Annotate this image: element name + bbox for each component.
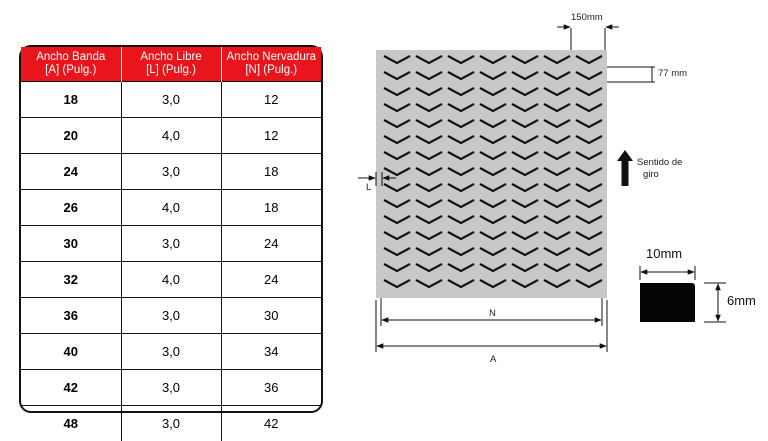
cell-ancho-banda: 40 xyxy=(21,334,121,370)
rib-width-label: N xyxy=(489,308,496,319)
spacing-dimension xyxy=(607,67,655,82)
cell-ancho-libre: 4,0 xyxy=(121,262,221,298)
cell-ancho-nervadura: 24 xyxy=(221,262,321,298)
cell-ancho-libre: 3,0 xyxy=(121,334,221,370)
cell-ancho-libre: 3,0 xyxy=(121,406,221,441)
cell-ancho-libre: 3,0 xyxy=(121,82,221,118)
direction-arrow-icon xyxy=(617,150,633,186)
cell-ancho-nervadura: 34 xyxy=(221,334,321,370)
header-line: Ancho Libre xyxy=(124,51,219,64)
pitch-dimension xyxy=(557,27,619,50)
cell-ancho-nervadura: 42 xyxy=(221,406,321,441)
header-line: [L] (Pulg.) xyxy=(124,64,219,77)
pitch-label: 150mm xyxy=(571,12,603,23)
header-line: [N] (Pulg.) xyxy=(224,64,320,77)
cell-ancho-nervadura: 24 xyxy=(221,226,321,262)
cell-ancho-nervadura: 12 xyxy=(221,118,321,154)
cell-ancho-banda: 42 xyxy=(21,370,121,406)
cell-ancho-nervadura: 18 xyxy=(221,190,321,226)
direction-line: giro xyxy=(637,169,682,181)
cell-ancho-nervadura: 36 xyxy=(221,370,321,406)
cell-ancho-banda: 18 xyxy=(21,82,121,118)
direction-line: Sentido de xyxy=(637,157,682,169)
cell-ancho-banda: 36 xyxy=(21,298,121,334)
belt-width-label: A xyxy=(490,354,496,365)
cell-ancho-nervadura: 18 xyxy=(221,154,321,190)
spacing-label: 77 mm xyxy=(658,68,687,79)
cell-ancho-banda: 20 xyxy=(21,118,121,154)
cell-ancho-banda: 26 xyxy=(21,190,121,226)
cell-ancho-banda: 48 xyxy=(21,406,121,441)
cell-ancho-libre: 3,0 xyxy=(121,298,221,334)
cell-ancho-banda: 32 xyxy=(21,262,121,298)
free-width-label: L xyxy=(366,182,371,193)
cell-ancho-libre: 3,0 xyxy=(121,370,221,406)
cell-ancho-libre: 4,0 xyxy=(121,190,221,226)
cell-ancho-libre: 3,0 xyxy=(121,154,221,190)
cell-ancho-nervadura: 12 xyxy=(221,82,321,118)
cell-ancho-libre: 3,0 xyxy=(121,226,221,262)
rib-profile xyxy=(640,266,726,322)
cell-ancho-banda: 30 xyxy=(21,226,121,262)
cell-ancho-libre: 4,0 xyxy=(121,118,221,154)
profile-width-label: 10mm xyxy=(646,246,682,261)
header-line: Ancho Banda xyxy=(23,51,119,64)
cell-ancho-banda: 24 xyxy=(21,154,121,190)
direction-label xyxy=(637,157,682,181)
header-line: [A] (Pulg.) xyxy=(23,64,119,77)
header-line: Ancho Nervadura xyxy=(224,51,320,64)
profile-height-label: 6mm xyxy=(727,293,756,308)
cell-ancho-nervadura: 30 xyxy=(221,298,321,334)
